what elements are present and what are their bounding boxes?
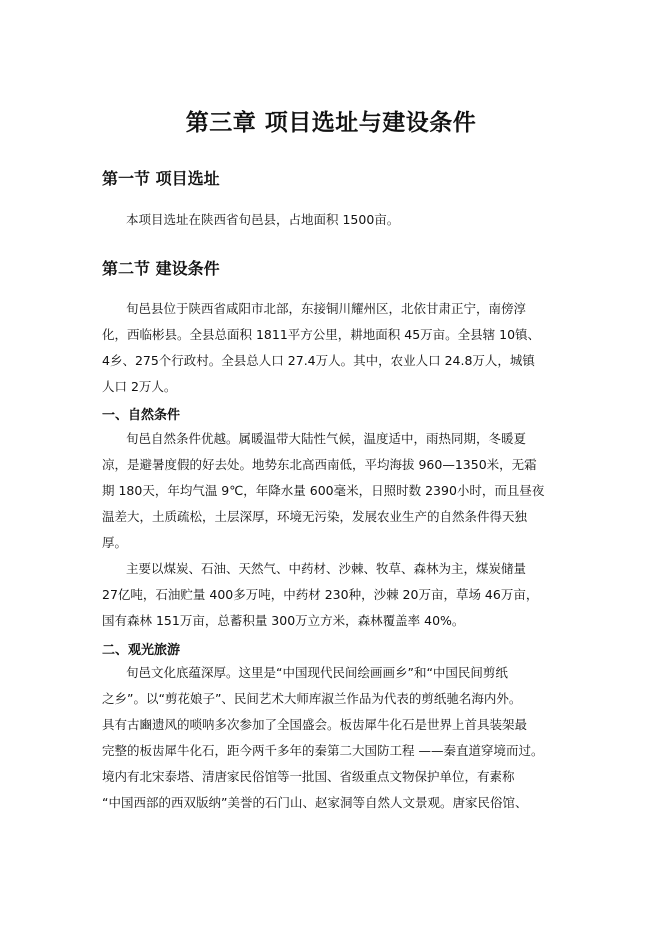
paragraph-line: 境内有北宋泰塔、清唐家民俗馆等一批国、省级重点文物保护单位，有素称 — [102, 769, 515, 784]
paragraph-line: 厚。 — [102, 535, 128, 550]
paragraph-line: 完整的板齿犀牛化石，距今两千多年的秦第二大国防工程 ——秦直道穿境而过。 — [102, 743, 544, 758]
paragraph-line: 具有古豳遗风的唢呐多次参加了全国盛会。板齿犀牛化石是世界上首具装架最 — [102, 717, 528, 732]
paragraph-line: 旬邑自然条件优越。属暖温带大陆性气候，温度适中，雨热同期，冬暖夏 — [126, 431, 527, 446]
section-heading-site: 第一节 项目选址 — [102, 169, 220, 188]
paragraph-line: 之乡”。以“剪花娘子”、民间艺术大师库淑兰作品为代表的剪纸驰名海内外。 — [102, 691, 522, 706]
paragraph-line: 旬邑文化底蕴深厚。这里是“中国现代民间绘画画乡”和“中国民间剪纸 — [126, 665, 508, 680]
subheading-natural: 一、自然条件 — [102, 408, 181, 423]
chapter-title: 第三章 项目选址与建设条件 — [185, 109, 477, 136]
paragraph-line: 本项目选址在陕西省旬邑县，占地面积 1500亩。 — [126, 212, 400, 227]
paragraph-line: 化，西临彬县。全县总面积 1811平方公里，耕地面积 45万亩。全县辖 10镇、 — [102, 327, 541, 342]
paragraph-line: 温差大，土质疏松，土层深厚，环境无污染，发展农业生产的自然条件得天独 — [102, 509, 528, 524]
paragraph-line: 期 180天，年均气温 9℃，年降水量 600毫米，日照时数 2390小时，而且昼夜 — [102, 483, 545, 498]
paragraph-line: “中国西部的西双版纳”美誉的石门山、赵家洞等自然人文景观。唐家民俗馆、 — [102, 795, 528, 810]
paragraph-line: 国有森林 151万亩，总蓄积量 300万立方米，森林覆盖率 40%。 — [102, 613, 465, 628]
paragraph-line: 27亿吨，石油贮量 400多万吨，中药材 230种，沙棘 20万亩，草场 46万亩， — [102, 587, 539, 602]
subheading-tourism: 二、观光旅游 — [102, 643, 181, 658]
paragraph-line: 主要以煤炭、石油、天然气、中药材、沙棘、牧草、森林为主，煤炭储量 — [126, 561, 527, 576]
paragraph-line: 凉，是避暑度假的好去处。地势东北高西南低，平均海拔 960—1350米，无霜 — [102, 457, 537, 472]
paragraph-line: 旬邑县位于陕西省咸阳市北部，东接铜川耀州区，北依甘肃正宁，南傍淳 — [126, 301, 527, 316]
paragraph-line: 人口 2万人。 — [102, 379, 177, 394]
paragraph-line: 4乡、275个行政村。全县总人口 27.4万人。其中，农业人口 24.8万人，城镇 — [102, 353, 535, 368]
section-heading-conditions: 第二节 建设条件 — [102, 259, 220, 278]
